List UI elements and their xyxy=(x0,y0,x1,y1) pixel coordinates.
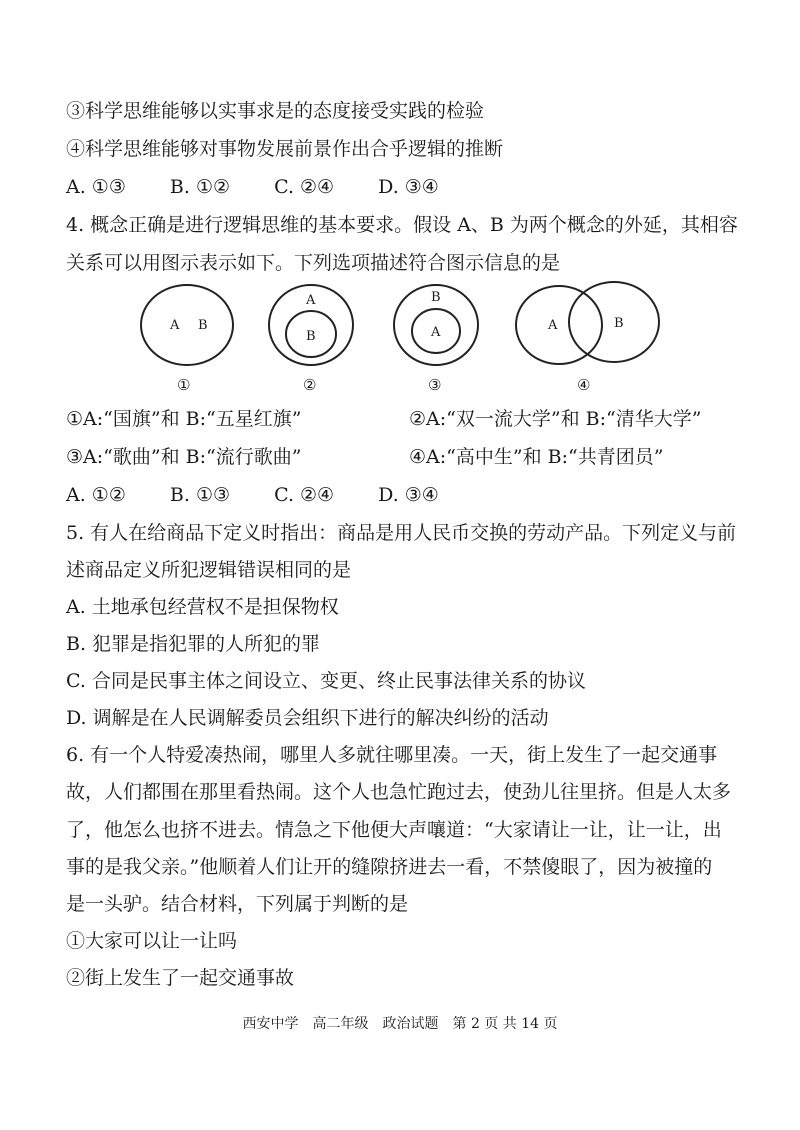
diagram-2-label-a: A xyxy=(306,293,316,308)
q4-option-d: D. ③④ xyxy=(378,484,439,506)
q6-para-line-3: 了，他怎么也挤不进去。情急之下他便大声嚷道：“大家请让一让，让一让，出 xyxy=(66,819,722,841)
diagram-4-circle-a xyxy=(516,286,602,364)
diagram-4 xyxy=(516,282,659,364)
diagram-2-label-b: B xyxy=(306,329,316,344)
q3-option-d: D. ③④ xyxy=(378,176,439,198)
q6-item-2: ②街上发生了一起交通事故 xyxy=(66,967,295,989)
q6-para-line-1: 6. 有一个人特爱凑热闹，哪里人多就往哪里凑。一天，街上发生了一起交通事 xyxy=(66,744,718,766)
q5-stem-line-2: 述商品定义所犯逻辑错误相同的是 xyxy=(66,559,352,581)
statement-4: ④科学思维能够对事物发展前景作出合乎逻辑的推断 xyxy=(66,138,504,160)
q6-para-line-2: 故，人们都围在那里看热闹。这个人也急忙跑过去，使劲儿往里挤。但是人太多 xyxy=(66,781,732,803)
page-footer: 西安中学 高二年级 政治试题 第 2 页 共 14 页 xyxy=(242,1016,558,1032)
diagram-3-number: ③ xyxy=(428,376,442,394)
venn-diagrams xyxy=(140,280,670,400)
q6-para-line-4: 事的是我父亲。”他顺着人们让开的缝隙挤进去一看，不禁傻眼了，因为被撞的 xyxy=(66,856,713,878)
q6-item-1: ①大家可以让一让吗 xyxy=(66,930,238,952)
diagram-1 xyxy=(141,285,233,365)
q3-options xyxy=(66,174,477,200)
q4-option-c: C. ②④ xyxy=(274,484,335,506)
q4-choice-1: ①A:“国旗”和 B:“五星红旗” xyxy=(66,408,302,430)
diagram-1-label-a: A xyxy=(170,318,180,333)
q6-para-line-5: 是一头驴。结合材料，下列属于判断的是 xyxy=(66,893,409,915)
q4-choice-4: ④A:“高中生”和 B:“共青团员” xyxy=(409,446,664,468)
q5-option-a: A. 土地承包经营权不是担保物权 xyxy=(66,596,339,618)
q5-option-b: B. 犯罪是指犯罪的人所犯的罪 xyxy=(66,633,321,655)
q4-option-a: A. ①② xyxy=(66,484,126,506)
diagram-3-label-a: A xyxy=(431,325,441,340)
q3-option-b: B. ①② xyxy=(169,176,231,198)
diagram-1-number: ① xyxy=(177,376,191,394)
diagram-1-label-b: B xyxy=(198,318,208,333)
diagram-4-number: ④ xyxy=(577,376,591,394)
q4-choice-2: ②A:“双一流大学”和 B:“清华大学” xyxy=(409,408,702,430)
q3-option-a: A. ①③ xyxy=(66,176,126,198)
q5-stem-line-1: 5. 有人在给商品下定义时指出：商品是用人民币交换的劳动产品。下列定义与前 xyxy=(66,522,737,544)
q5-option-d: D. 调解是在人民调解委员会组织下进行的解决纠纷的活动 xyxy=(66,707,549,729)
diagram-2-number: ② xyxy=(303,376,317,394)
q4-option-b: B. ①③ xyxy=(169,484,231,506)
q4-stem-line-2: 关系可以用图示表示如下。下列选项描述符合图示信息的是 xyxy=(66,252,561,274)
q4-options xyxy=(66,482,477,508)
q5-option-c: C. 合同是民事主体之间设立、变更、终止民事法律关系的协议 xyxy=(66,670,586,692)
q4-choice-3: ③A:“歌曲”和 B:“流行歌曲” xyxy=(66,446,302,468)
diagram-4-label-b: B xyxy=(614,316,624,331)
statement-3: ③科学思维能够以实事求是的态度接受实践的检验 xyxy=(66,100,485,122)
diagram-4-label-a: A xyxy=(548,318,558,333)
diagram-1-circle xyxy=(141,285,233,365)
q3-option-c: C. ②④ xyxy=(274,176,335,198)
q4-stem-line-1: 4. 概念正确是进行逻辑思维的基本要求。假设 A、B 为两个概念的外延，其相容 xyxy=(66,214,738,236)
diagram-3-label-b: B xyxy=(431,290,441,305)
